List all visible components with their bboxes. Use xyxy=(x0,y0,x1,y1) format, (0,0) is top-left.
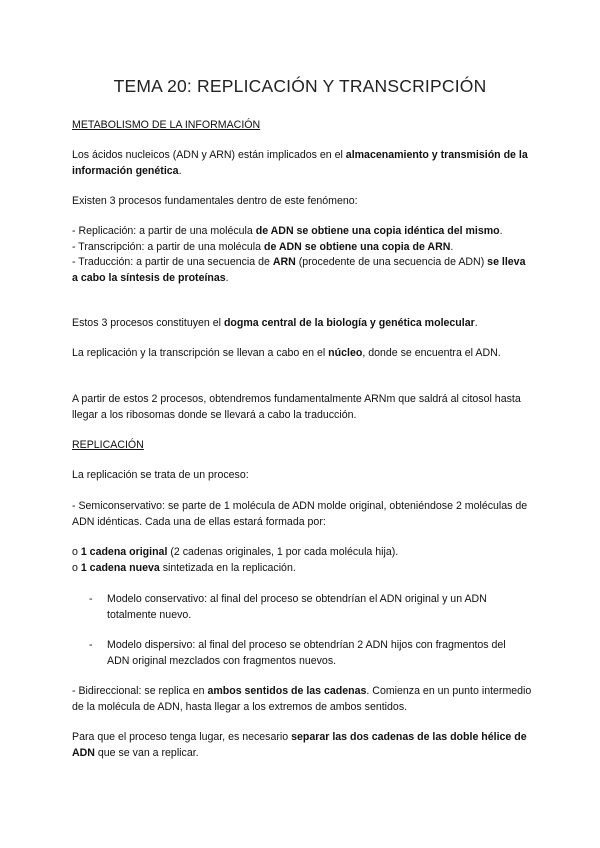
bullet-dash: - xyxy=(89,639,93,651)
bullet-dash: - xyxy=(89,593,93,605)
strand-nueva: o 1 cadena nueva sintetizada en la replicación. xyxy=(72,561,296,574)
section-heading-metabolismo: METABOLISMO DE LA INFORMACIÓN xyxy=(72,119,261,131)
process-list xyxy=(72,224,532,286)
section-heading-replicacion: REPLICACIÓN xyxy=(72,439,144,451)
paragraph-arnm: A partir de estos 2 procesos, obtendremos fundamentalmente ARNm que saldrá al citosol hasta llegar a los ribosomas donde se llevará a cabo la traducción. xyxy=(72,393,521,421)
paragraph-replicacion-proceso: La replicación se trata de un proceso: xyxy=(72,469,249,481)
paragraph-procesos: Existen 3 procesos fundamentales dentro de este fenómeno: xyxy=(72,195,358,207)
paragraph-separar-cadenas: Para que el proceso tenga lugar, es necesario separar las dos cadenas de las doble hélice de ADN que se van a replicar. xyxy=(72,731,527,759)
page-title: TEMA 20: REPLICACIÓN Y TRANSCRIPCIÓN xyxy=(113,76,487,96)
paragraph-nucleo: La replicación y la transcripción se llevan a cabo en el núcleo, donde se encuentra el ADN. xyxy=(72,347,501,359)
strand-list xyxy=(72,545,532,576)
paragraph-bidireccional: - Bidireccional: se replica en ambos sentidos de las cadenas. Comienza en un punto intermedio de la molécula de ADN, hasta llegar a los extremos de ambos sentidos. xyxy=(72,685,532,713)
paragraph-acidos-nucleicos: Los ácidos nucleicos (ADN y ARN) están implicados en el almacenamiento y transmisión de la información genética. xyxy=(72,149,528,177)
paragraph-dogma-central: Estos 3 procesos constituyen el dogma central de la biología y genética molecular. xyxy=(72,317,478,329)
document-page: TEMA 20: REPLICACIÓN Y TRANSCRIPCIÓN METABOLISMO DE LA INFORMACIÓN Los ácidos nucleicos (ADN y ARN) están implicados en el almacenamiento y transmisión de la información genética. Existen 3 procesos fundamentales dentro de este fenómeno: - Replicación: a partir de una molécula de ADN se obtiene una copia idéntica del mismo. - Transcripción: a partir de una molécula de ADN se obtiene una copia de ARN. - Traducción: a partir de una secuencia de ARN (procedente de una secuencia de ADN) se lleva a cabo la síntesis de proteínas. Estos 3 procesos constituyen el dogma central de la biología y genética molecular. La replicación y la transcripción se llevan a cabo en el núcleo, donde se encuentra el ADN. A partir de estos 2 procesos, obtendremos fundamentalmente ARNm que saldrá al citosol hasta llegar a los ribosomas donde se llevará a cabo la traducción. REPLICACIÓN La replicación se trata de un proceso: - Semiconservativo: se parte de 1 molécula de ADN molde original, obteniéndose 2 moléculas de ADN idénticas. Cada una de ellas estará formada por: o 1 cadena original (2 cadenas originales, 1 por cada molécula hija). o 1 cadena nueva sintetizada en la replicación. - Modelo conservativo: al final del proceso se obtendrían el ADN original y un ADN totalmente nuevo. - Modelo dispersivo: al final del proceso se obtendrían 2 ADN hijos con fragmentos del ADN original mezclados con fragmentos nuevos. - Bidireccional: se replica en ambos sentidos de las cadenas. Comienza en un punto intermedio de la molécula de ADN, hasta llegar a los extremos de ambos sentidos. Para que el proceso tenga lugar, es necesario separar las dos cadenas de las doble hélice de ADN que se van a replicar. xyxy=(0,0,600,848)
process-transcripcion: - Transcripción: a partir de una molécula de ADN se obtiene una copia de ARN. xyxy=(72,240,454,253)
paragraph-semiconservativo: - Semiconservativo: se parte de 1 molécula de ADN molde original, obteniéndose 2 moléculas de ADN idénticas. Cada una de ellas estará formada por: xyxy=(72,500,528,528)
strand-original: o 1 cadena original (2 cadenas originales, 1 por cada molécula hija). xyxy=(72,546,399,558)
process-traduccion: - Traducción: a partir de una secuencia de ARN (procedente de una secuencia de ADN) se lleva a cabo la síntesis de proteínas. xyxy=(72,256,526,284)
process-replicacion: - Replicación: a partir de una molécula de ADN se obtiene una copia idéntica del mismo. xyxy=(72,225,503,237)
